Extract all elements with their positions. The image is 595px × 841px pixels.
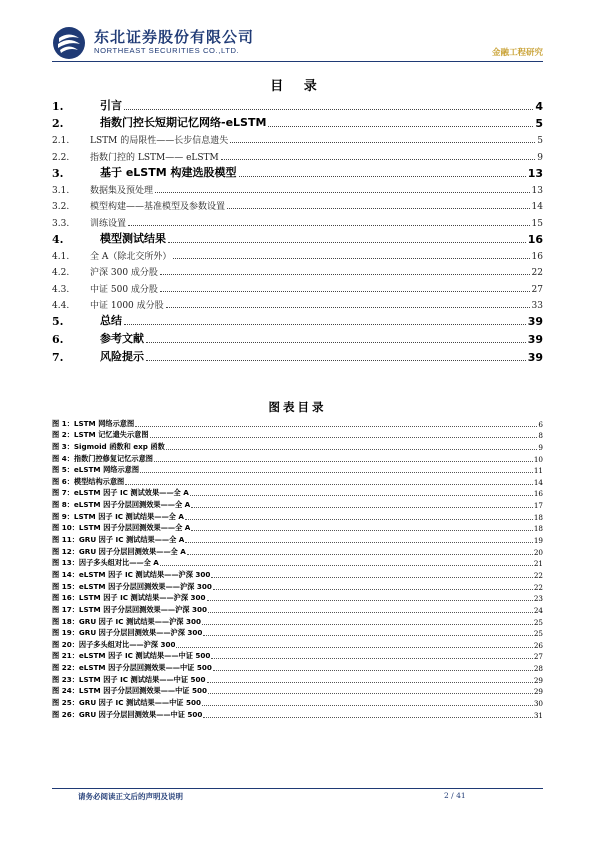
figure-entry[interactable] <box>52 650 543 662</box>
figure-entry-title: 图 2：LSTM 记忆遗失示意图 <box>52 430 149 440</box>
toc-entry[interactable] <box>52 328 543 346</box>
figure-entry-title: 图 9：LSTM 因子 IC 测试结果——全 A <box>52 511 184 521</box>
figure-entry-page: 10 <box>533 454 543 464</box>
figure-entry-title: 图 21：eLSTM 因子 IC 测试结果——中证 500 <box>52 651 211 661</box>
toc-entry-number: 7. <box>52 350 64 364</box>
figure-entry-title: 图 22：eLSTM 因子分层回测效果——中证 500 <box>52 663 212 673</box>
department-label: 金融工程研究 <box>491 48 543 58</box>
figure-entry[interactable] <box>52 592 543 604</box>
company-name-cn: 东北证券股份有限公司 <box>94 28 255 46</box>
toc-entry[interactable] <box>52 146 543 162</box>
figure-dot-leader <box>176 647 532 648</box>
toc-entry-title: 模型构建——基准模型及参数设置 <box>90 202 226 213</box>
toc-entry[interactable] <box>52 229 543 247</box>
figure-dot-leader <box>140 472 533 473</box>
toc-entry-number: 3.3. <box>52 218 70 229</box>
toc-entry-title: 模型测试结果 <box>100 232 166 246</box>
toc-entry-number: 4.3. <box>52 284 70 295</box>
toc-entry-number: 1. <box>52 99 64 113</box>
toc-entry-title: 沪深 300 成分股 <box>90 268 158 279</box>
figure-entry-page: 26 <box>533 640 543 650</box>
toc-entry[interactable] <box>52 295 543 311</box>
toc-entry-title: 指数门控的 LSTM—— eLSTM <box>90 152 219 163</box>
company-name-en: NORTHEAST SECURITIES CO.,LTD. <box>94 46 240 55</box>
northeast-securities-logo <box>52 26 86 60</box>
toc-entry-page: 15 <box>531 218 543 229</box>
figure-entry[interactable] <box>52 429 543 441</box>
figure-list <box>52 417 543 720</box>
toc-entry-number: 5. <box>52 315 64 329</box>
figure-entry-page: 22 <box>533 582 543 592</box>
figure-entry[interactable] <box>52 615 543 627</box>
toc-entry-title: 指数门控长短期记忆网络-eLSTM <box>100 116 267 130</box>
toc-dot-leader <box>124 324 526 325</box>
toc-entry-page: 16 <box>531 252 543 263</box>
toc-entry-title: 参考文献 <box>100 331 144 345</box>
toc-dot-leader <box>268 126 533 127</box>
toc-entry-title: LSTM 的局限性——长步信息遗失 <box>90 136 229 147</box>
toc-entry[interactable] <box>52 262 543 278</box>
toc-entry-page: 13 <box>527 167 543 181</box>
toc-entry-number: 2.1. <box>52 136 70 147</box>
figure-entry-page: 19 <box>533 536 543 546</box>
figure-entry[interactable] <box>52 440 543 452</box>
figure-dot-leader <box>213 670 533 671</box>
figure-entry[interactable] <box>52 452 543 464</box>
figure-entry-title: 图 10：LSTM 因子分层回测效果——全 A <box>52 523 191 533</box>
toc-dot-leader <box>155 192 530 193</box>
figure-entry-title: 图 5：eLSTM 网络示意图 <box>52 465 140 475</box>
figure-entry-page: 30 <box>533 699 543 709</box>
figure-dot-leader <box>202 624 533 625</box>
figure-entry-title: 图 12：GRU 因子分层回测效果——全 A <box>52 546 186 556</box>
footer-divider <box>52 788 543 789</box>
toc-entry[interactable] <box>52 180 543 196</box>
figure-dot-leader <box>187 554 533 555</box>
toc-entry-title: 基于 eLSTM 构建选股模型 <box>100 166 237 180</box>
toc-entry-title: 中证 1000 成分股 <box>90 300 164 311</box>
figure-dot-leader <box>125 484 533 485</box>
figure-entry[interactable] <box>52 603 543 615</box>
toc-entry-page: 39 <box>527 350 543 364</box>
figure-entry[interactable] <box>52 673 543 685</box>
toc-entry-title: 数据集及预处理 <box>90 186 154 197</box>
figure-entry-title: 图 15：eLSTM 因子分层回测效果——沪深 300 <box>52 581 212 591</box>
toc-entry[interactable] <box>52 246 543 262</box>
figure-entry-title: 图 14：eLSTM 因子 IC 测试结果——沪深 300 <box>52 569 211 579</box>
figure-entry-title: 图 23：LSTM 因子 IC 测试结果——中证 500 <box>52 674 206 684</box>
toc-dot-leader <box>160 291 530 292</box>
figure-entry[interactable] <box>52 545 543 557</box>
figure-entry-page: 29 <box>533 675 543 685</box>
figure-entry-page: 24 <box>533 605 543 615</box>
toc-entry-page: 16 <box>527 233 543 247</box>
toc-entry-page: 39 <box>527 315 543 329</box>
toc-entry-title: 全 A（除北交所外） <box>90 252 172 263</box>
figure-dot-leader <box>207 600 533 601</box>
toc-dot-leader <box>221 159 535 160</box>
figure-entry-title: 图 3：Sigmoid 函数和 exp 函数 <box>52 441 165 451</box>
toc-dot-leader <box>128 225 530 226</box>
figure-entry-page: 28 <box>533 664 543 674</box>
toc-dot-leader <box>124 109 533 110</box>
figure-dot-leader <box>208 693 533 694</box>
figure-entry-title: 图 8：eLSTM 因子分层回测效果——全 A <box>52 500 191 510</box>
toc-dot-leader <box>160 274 530 275</box>
figure-dot-leader <box>154 461 533 462</box>
figure-entry[interactable] <box>52 696 543 708</box>
figure-dot-leader <box>207 682 533 683</box>
figure-entry-title: 图 25：GRU 因子 IC 测试结果——中证 500 <box>52 698 201 708</box>
toc-entry-number: 2. <box>52 117 64 131</box>
figure-entry-page: 8 <box>538 431 543 441</box>
toc-dot-leader <box>230 142 535 143</box>
toc-entry-title: 中证 500 成分股 <box>90 284 158 295</box>
figure-entry-page: 6 <box>538 419 543 429</box>
toc-entry-title: 训练设置 <box>90 218 127 229</box>
figure-dot-leader <box>185 542 532 543</box>
figure-entry-page: 16 <box>533 489 543 499</box>
figure-entry-title: 图 7：eLSTM 因子 IC 测试效果——全 A <box>52 488 189 498</box>
toc-dot-leader <box>166 307 530 308</box>
toc-entry-title: 总结 <box>100 314 122 328</box>
toc-entry[interactable] <box>52 212 543 228</box>
toc-entry-title: 风险提示 <box>100 349 144 363</box>
figure-entry[interactable] <box>52 522 543 534</box>
figure-entry-title: 图 16：LSTM 因子 IC 测试结果——沪深 300 <box>52 593 206 603</box>
figure-entry-page: 23 <box>533 594 543 604</box>
toc-dot-leader <box>227 208 530 209</box>
figure-dot-leader <box>213 589 533 590</box>
figure-dot-leader <box>208 612 533 613</box>
figure-dot-leader <box>190 495 533 496</box>
figure-entry[interactable] <box>52 510 543 522</box>
toc-entry-page: 14 <box>531 202 543 213</box>
figure-entry[interactable] <box>52 708 543 720</box>
figure-dot-leader <box>203 635 532 636</box>
figure-dot-leader <box>160 565 533 566</box>
toc-entry-page: 39 <box>527 332 543 346</box>
figure-dot-leader <box>203 717 532 718</box>
toc-entry-title: 引言 <box>100 98 122 112</box>
figure-entry-page: 9 <box>538 442 543 452</box>
figure-dot-leader <box>166 449 538 450</box>
header-divider <box>52 61 543 62</box>
toc-title: 目 录 <box>270 79 325 94</box>
toc-entry-number: 4.1. <box>52 252 70 263</box>
toc-dot-leader <box>146 360 526 361</box>
figure-entry[interactable] <box>52 568 543 580</box>
toc-entry-number: 3. <box>52 167 64 181</box>
toc-entry-number: 4.2. <box>52 268 70 279</box>
figure-dot-leader <box>135 426 537 427</box>
toc-dot-leader <box>239 176 526 177</box>
figure-entry-title: 图 13：因子多头组对比——全 A <box>52 558 159 568</box>
toc-entry-page: 13 <box>531 186 543 197</box>
figure-entry[interactable] <box>52 580 543 592</box>
toc-entry[interactable] <box>52 130 543 146</box>
figure-dot-leader <box>211 577 532 578</box>
figure-entry[interactable] <box>52 661 543 673</box>
toc-entry-page: 5 <box>537 136 543 147</box>
toc-entry[interactable] <box>52 278 543 294</box>
toc-entry[interactable] <box>52 196 543 212</box>
table-of-contents <box>52 95 543 364</box>
figure-entry-title: 图 17：LSTM 因子分层回测效果——沪深 300 <box>52 604 207 614</box>
toc-entry-number: 4.4. <box>52 300 70 311</box>
figure-entry[interactable] <box>52 464 543 476</box>
toc-entry-page: 5 <box>535 117 543 131</box>
toc-entry-page: 22 <box>531 268 543 279</box>
toc-dot-leader <box>168 242 526 243</box>
figure-entry-page: 27 <box>533 652 543 662</box>
toc-entry-page: 27 <box>531 284 543 295</box>
figure-entry-page: 21 <box>533 559 543 569</box>
figure-dot-leader <box>202 705 533 706</box>
figure-entry[interactable] <box>52 498 543 510</box>
figure-dot-leader <box>150 437 538 438</box>
figure-entry-page: 18 <box>533 512 543 522</box>
toc-entry-number: 6. <box>52 332 64 346</box>
toc-entry-page: 4 <box>535 99 543 113</box>
figure-entry-title: 图 1：LSTM 网络示意图 <box>52 418 135 428</box>
figure-entry[interactable] <box>52 487 543 499</box>
figure-entry[interactable] <box>52 557 543 569</box>
figure-entry-title: 图 20：因子多头组对比——沪深 300 <box>52 639 176 649</box>
figure-entry-page: 29 <box>533 687 543 697</box>
toc-entry-number: 4. <box>52 233 64 247</box>
figure-entry-title: 图 6：模型结构示意图 <box>52 476 125 486</box>
toc-entry[interactable] <box>52 346 543 364</box>
figure-entry[interactable] <box>52 627 543 639</box>
figure-list-title: 图表目录 <box>268 400 327 414</box>
figure-dot-leader <box>185 519 533 520</box>
toc-entry-number: 3.1. <box>52 186 70 197</box>
figure-entry-page: 25 <box>533 617 543 627</box>
figure-entry-page: 22 <box>533 570 543 580</box>
figure-entry-page: 20 <box>533 547 543 557</box>
figure-entry-title: 图 18：GRU 因子 IC 测试结果——沪深 300 <box>52 616 201 626</box>
figure-entry-title: 图 26：GRU 因子分层回测效果——中证 500 <box>52 709 203 719</box>
figure-dot-leader <box>191 530 533 531</box>
toc-entry[interactable] <box>52 113 543 131</box>
figure-entry[interactable] <box>52 685 543 697</box>
toc-entry[interactable] <box>52 95 543 113</box>
figure-entry-title: 图 11：GRU 因子 IC 测试结果——全 A <box>52 535 185 545</box>
toc-entry[interactable] <box>52 163 543 181</box>
figure-entry[interactable] <box>52 417 543 429</box>
figure-entry-page: 11 <box>533 466 543 476</box>
figure-entry-page: 18 <box>533 524 543 534</box>
toc-entry-page: 33 <box>531 300 543 311</box>
toc-entry-page: 9 <box>537 152 543 163</box>
figure-entry-title: 图 24：LSTM 因子分层回测效果——中证 500 <box>52 686 207 696</box>
toc-dot-leader <box>146 342 526 343</box>
figure-entry-page: 17 <box>533 501 543 511</box>
figure-dot-leader <box>191 507 533 508</box>
toc-dot-leader <box>173 258 529 259</box>
figure-dot-leader <box>211 658 532 659</box>
figure-entry-page: 25 <box>533 629 543 639</box>
figure-entry-page: 31 <box>533 710 543 720</box>
figure-entry[interactable] <box>52 638 543 650</box>
toc-entry-number: 3.2. <box>52 202 70 213</box>
toc-entry[interactable] <box>52 311 543 329</box>
figure-entry[interactable] <box>52 475 543 487</box>
figure-entry[interactable] <box>52 533 543 545</box>
toc-entry-number: 2.2. <box>52 152 70 163</box>
figure-entry-page: 14 <box>533 477 543 487</box>
page-number: 2 / 41 <box>444 791 466 800</box>
figure-entry-title: 图 19：GRU 因子分层回测效果——沪深 300 <box>52 628 203 638</box>
footer-disclaimer: 请务必阅读正文后的声明及说明 <box>78 792 183 801</box>
figure-entry-title: 图 4：指数门控修复记忆示意图 <box>52 453 153 463</box>
